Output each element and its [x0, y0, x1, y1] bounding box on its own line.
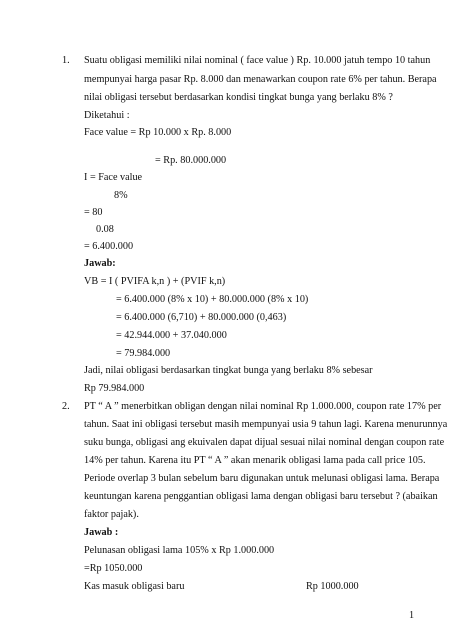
q2-kas-value: Rp 1000.000: [306, 581, 359, 592]
q2-text-line2: tahun. Saat ini obligasi tersebut masih mempunyai usia 9 tahun lagi. Karena menurunnya: [84, 419, 448, 430]
q2-jawab: Jawab :: [84, 527, 119, 538]
q1-diketahui: Diketahui :: [84, 110, 130, 121]
q2-text-line1: PT “ A ” menerbitkan obligan dengan nilai nominal Rp 1.000.000, coupon rate 17% per: [84, 401, 442, 412]
q2-text-line7: faktor pajak).: [84, 509, 139, 520]
q1-face-result: = Rp. 80.000.000: [155, 155, 227, 166]
q2-text-line5: Periode overlap 3 bulan sebelum baru digunakan untuk melunasi obligasi lama. Berapa: [84, 473, 440, 484]
q1-eq6400: = 6.400.000: [84, 241, 134, 252]
q2-number: 2.: [62, 401, 70, 412]
q1-pct8: 8%: [114, 190, 128, 201]
q2-rp1050: =Rp 1050.000: [84, 563, 143, 574]
q1-calc4: = 79.984.000: [116, 348, 171, 359]
q1-calc3: = 42.944.000 + 37.040.000: [116, 330, 227, 341]
q2-pelunasan: Pelunasan obligasi lama 105% x Rp 1.000.000: [84, 545, 275, 556]
q1-vb-formula: VB = I ( PVIFA k,n ) + (PVIF k,n): [84, 276, 226, 287]
q1-text-line1: Suatu obligasi memiliki nilai nominal ( face value ) Rp. 10.000 jatuh tempo 10 tahun: [84, 55, 431, 66]
q1-conclusion1: Jadi, nilai obligasi berdasarkan tingkat bunga yang berlaku 8% sebesar: [84, 365, 373, 376]
q1-v008: 0.08: [96, 224, 114, 235]
q1-calc2: = 6.400.000 (6,710) + 80.000.000 (0,463): [116, 312, 287, 323]
q1-jawab: Jawab:: [84, 258, 116, 269]
q1-i-face: I = Face value: [84, 172, 143, 183]
page-number: 1: [409, 610, 415, 621]
q2-text-line3: suku bunga, obligasi ang ekuivalen dapat dijual sesuai nilai nominal dengan coupon rate: [84, 437, 445, 448]
q2-text-line6: keuntungan karena penggantian obligasi lama dengan obligasi baru tersebut ? (abaikan: [84, 491, 438, 502]
q1-calc1: = 6.400.000 (8% x 10) + 80.000.000 (8% x 10): [116, 294, 309, 305]
q1-conclusion2: Rp 79.984.000: [84, 383, 145, 394]
q1-eq80: = 80: [84, 207, 103, 218]
q1-text-line3: nilai obligasi tersebut berdasarkan kondisi tingkat bunga yang berlaku 8% ?: [84, 92, 393, 103]
q2-kas-label: Kas masuk obligasi baru: [84, 581, 185, 592]
q2-text-line4: 14% per tahun. Karena itu PT “ A ” akan menarik obligasi lama pada call price 105.: [84, 455, 426, 466]
q1-number: 1.: [62, 55, 70, 66]
q1-text-line2: mempunyai harga pasar Rp. 8.000 dan menawarkan coupon rate 6% per tahun. Berapa: [84, 74, 437, 85]
q1-face-value: Face value = Rp 10.000 x Rp. 8.000: [84, 127, 232, 138]
